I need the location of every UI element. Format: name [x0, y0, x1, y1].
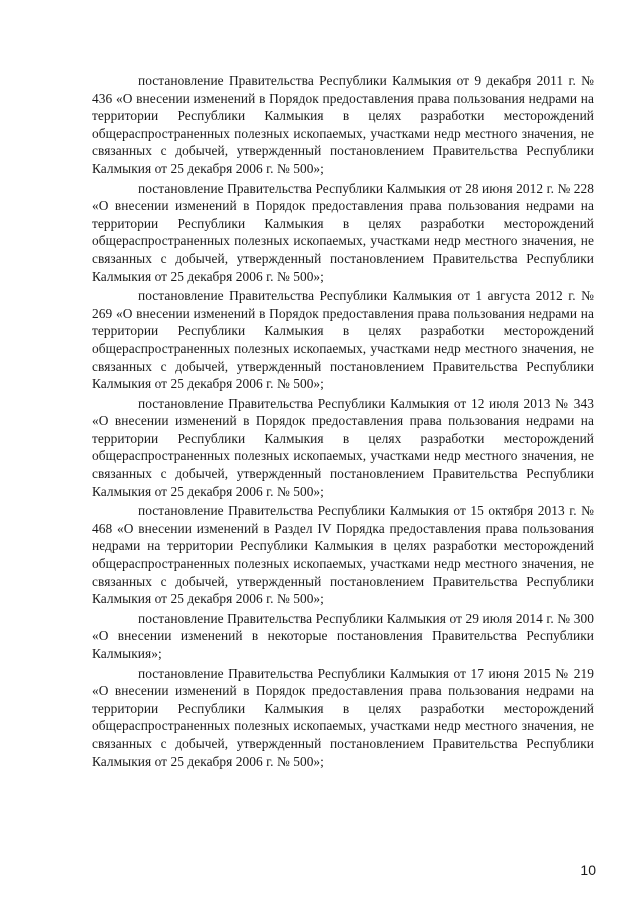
list-item-resolution-2013-343: постановление Правительства Республики Калмыкия от 12 июля 2013 № 343 «О внесении изменений в Порядок предоставления права пользования недрами на территории Республики Калмыкия в целях разработки месторождений общераспространенных полезных ископаемых, участками недр местного значения, не связанных с добычей, утвержденный постановлением Правительства Республики Калмыкия от 25 декабря 2006 г. № 500»; — [92, 395, 594, 499]
list-item-resolution-2015-219: постановление Правительства Республики Калмыкия от 17 июня 2015 № 219 «О внесении изменений в Порядок предоставления права пользования недрами на территории Республики Калмыкия в целях разработки месторождений общераспространенных полезных ископаемых, участками недр местного значения, не связанных с добычей, утвержденный постановлением Правительства Республики Калмыкия от 25 декабря 2006 г. № 500»; — [92, 665, 594, 769]
page-number: 10 — [580, 862, 596, 878]
list-item-resolution-2014-300: постановление Правительства Республики Калмыкия от 29 июля 2014 г. № 300 «О внесении изменений в некоторые постановления Правительства Республики Калмыкия»; — [92, 610, 594, 661]
list-item-resolution-2012-269: постановление Правительства Республики Калмыкия от 1 августа 2012 г. № 269 «О внесении изменений в Порядок предоставления права пользования недрами на территории Республики Калмыкия в целях разработки месторождений общераспространенных полезных ископаемых, участками недр местного значения, не связанных с добычей, утвержденный постановлением Правительства Республики Калмыкия от 25 декабря 2006 г. № 500»; — [92, 288, 594, 392]
list-item-resolution-2011-436: постановление Правительства Республики Калмыкия от 9 декабря 2011 г. № 436 «О внесении изменений в Порядок предоставления права пользования недрами на территории Республики Калмыкия в целях разработки месторождений общераспространенных полезных ископаемых, участками недр местного значения, не связанных с добычей, утвержденный постановлением Правительства Республики Калмыкия от 25 декабря 2006 г. № 500»; — [92, 73, 594, 176]
list-item-resolution-2013-468: постановление Правительства Республики Калмыкия от 15 октября 2013 г. № 468 «О внесении изменений в Раздел IV Порядка предоставления права пользования недрами на территории Республики Калмыкия в целях разработки месторождений общераспространенных полезных ископаемых, участками недр местного значения, не связанных с добычей, утвержденный постановлением Правительства Республики Калмыкия от 25 декабря 2006 г. № 500»; — [92, 503, 594, 607]
document-page — [92, 72, 594, 772]
list-item-resolution-2012-228: постановление Правительства Республики Калмыкия от 28 июня 2012 г. № 228 «О внесении изменений в Порядок предоставления права пользования недрами на территории Республики Калмыкия в целях разработки месторождений общераспространенных полезных ископаемых, участками недр местного значения, не связанных с добычей, утвержденный постановлением Правительства Республики Калмыкия от 25 декабря 2006 г. № 500»; — [92, 180, 594, 284]
